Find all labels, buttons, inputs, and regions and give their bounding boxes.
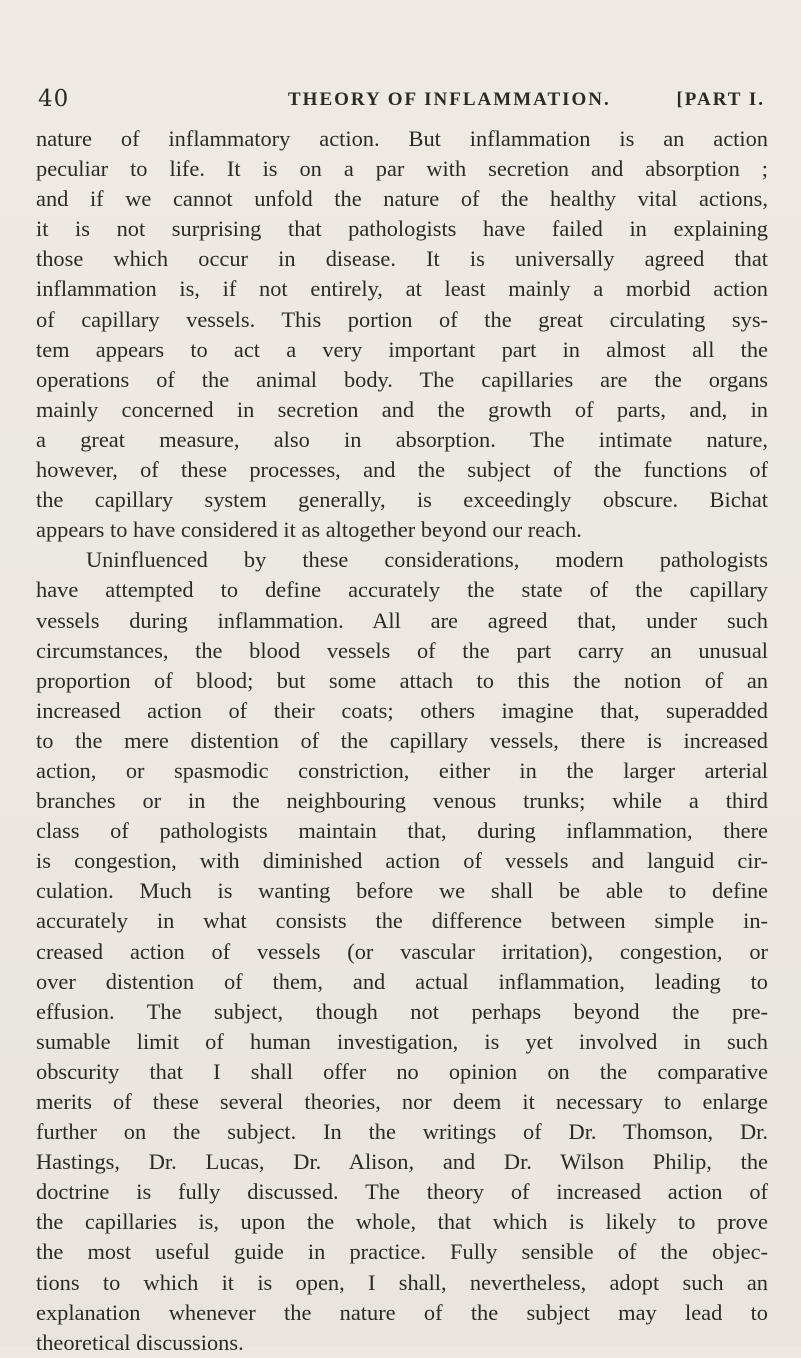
text-line: a great measure, also in absorption. The intimate nature, [36, 426, 768, 452]
text-line: inflammation is, if not entirely, at least mainly a morbid action [36, 276, 768, 302]
text-line: over distention of them, and actual inflammation, leading to [36, 968, 768, 994]
text-line: to the mere distention of the capillary vessels, there is increased [36, 727, 768, 753]
text-line: obscurity that I shall offer no opinion on the comparative [36, 1058, 768, 1084]
text-line: Hastings, Dr. Lucas, Dr. Alison, and Dr. Wilson Philip, the [36, 1149, 768, 1175]
text-line: doctrine is fully discussed. The theory of increased action of [36, 1179, 768, 1205]
text-line: appears to have considered it as altogether beyond our reach. [36, 517, 582, 543]
text-line: of capillary vessels. This portion of the great circulating sys- [36, 306, 768, 332]
text-line: explanation whenever the nature of the subject may lead to [36, 1299, 768, 1325]
text-line: merits of these several theories, nor deem it necessary to enlarge [36, 1089, 768, 1114]
text-line: the capillaries is, upon the whole, that which is likely to prove [36, 1209, 768, 1235]
text-line: branches or in the neighbouring venous trunks; while a third [36, 788, 768, 814]
text-line: increased action of their coats; others imagine that, superadded [36, 697, 768, 723]
text-line: accurately in what consists the difference between simple in- [36, 908, 768, 934]
text-line: and if we cannot unfold the nature of the healthy vital actions, [36, 186, 768, 212]
part-label: [PART I. [676, 89, 765, 110]
text-line: those which occur in disease. It is universally agreed that [36, 246, 768, 272]
text-line: theoretical discussions. [36, 1329, 244, 1355]
text-line: tions to which it is open, I shall, nevertheless, adopt such an [36, 1269, 768, 1295]
text-line: proportion of blood; but some attach to this the notion of an [36, 667, 768, 693]
text-line: creased action of vessels (or vascular irritation), congestion, or [36, 938, 768, 964]
text-line: have attempted to define accurately the state of the capillary [36, 577, 768, 603]
text-line: peculiar to life. It is on a par with secretion and absorption ; [36, 156, 768, 182]
text-line: nature of inflammatory action. But inflammation is an action [36, 126, 768, 151]
text-line: circumstances, the blood vessels of the part carry an unusual [36, 637, 768, 663]
text-line: operations of the animal body. The capillaries are the organs [36, 366, 768, 392]
text-line: is congestion, with diminished action of vessels and languid cir- [36, 848, 768, 874]
text-line: however, of these processes, and the subject of the functions of [36, 457, 768, 483]
text-line: class of pathologists maintain that, during inflammation, there [36, 818, 768, 844]
text-line: culation. Much is wanting before we shall be able to define [36, 878, 768, 904]
text-line: it is not surprising that pathologists have failed in explaining [36, 216, 768, 242]
page-number: 40 [38, 86, 70, 112]
running-title: THEORY OF INFLAMMATION. [288, 89, 611, 110]
text-line: further on the subject. In the writings of Dr. Thomson, Dr. [36, 1119, 768, 1145]
text-line: the most useful guide in practice. Fully sensible of the objec- [36, 1239, 768, 1265]
text-line: effusion. The subject, though not perhaps beyond the pre- [36, 998, 768, 1024]
body-text [36, 124, 768, 1358]
text-line: mainly concerned in secretion and the growth of parts, and, in [36, 396, 768, 422]
text-line: sumable limit of human investigation, is yet involved in such [36, 1028, 768, 1054]
paragraph-start-line: Uninfluenced by these considerations, modern pathologists [86, 547, 768, 573]
text-line: vessels during inflammation. All are agreed that, under such [36, 607, 768, 633]
text-line: the capillary system generally, is exceedingly obscure. Bichat [36, 487, 768, 513]
running-header [38, 86, 765, 116]
text-line: tem appears to act a very important part in almost all the [36, 336, 768, 362]
text-line: action, or spasmodic constriction, either in the larger arterial [36, 757, 768, 783]
